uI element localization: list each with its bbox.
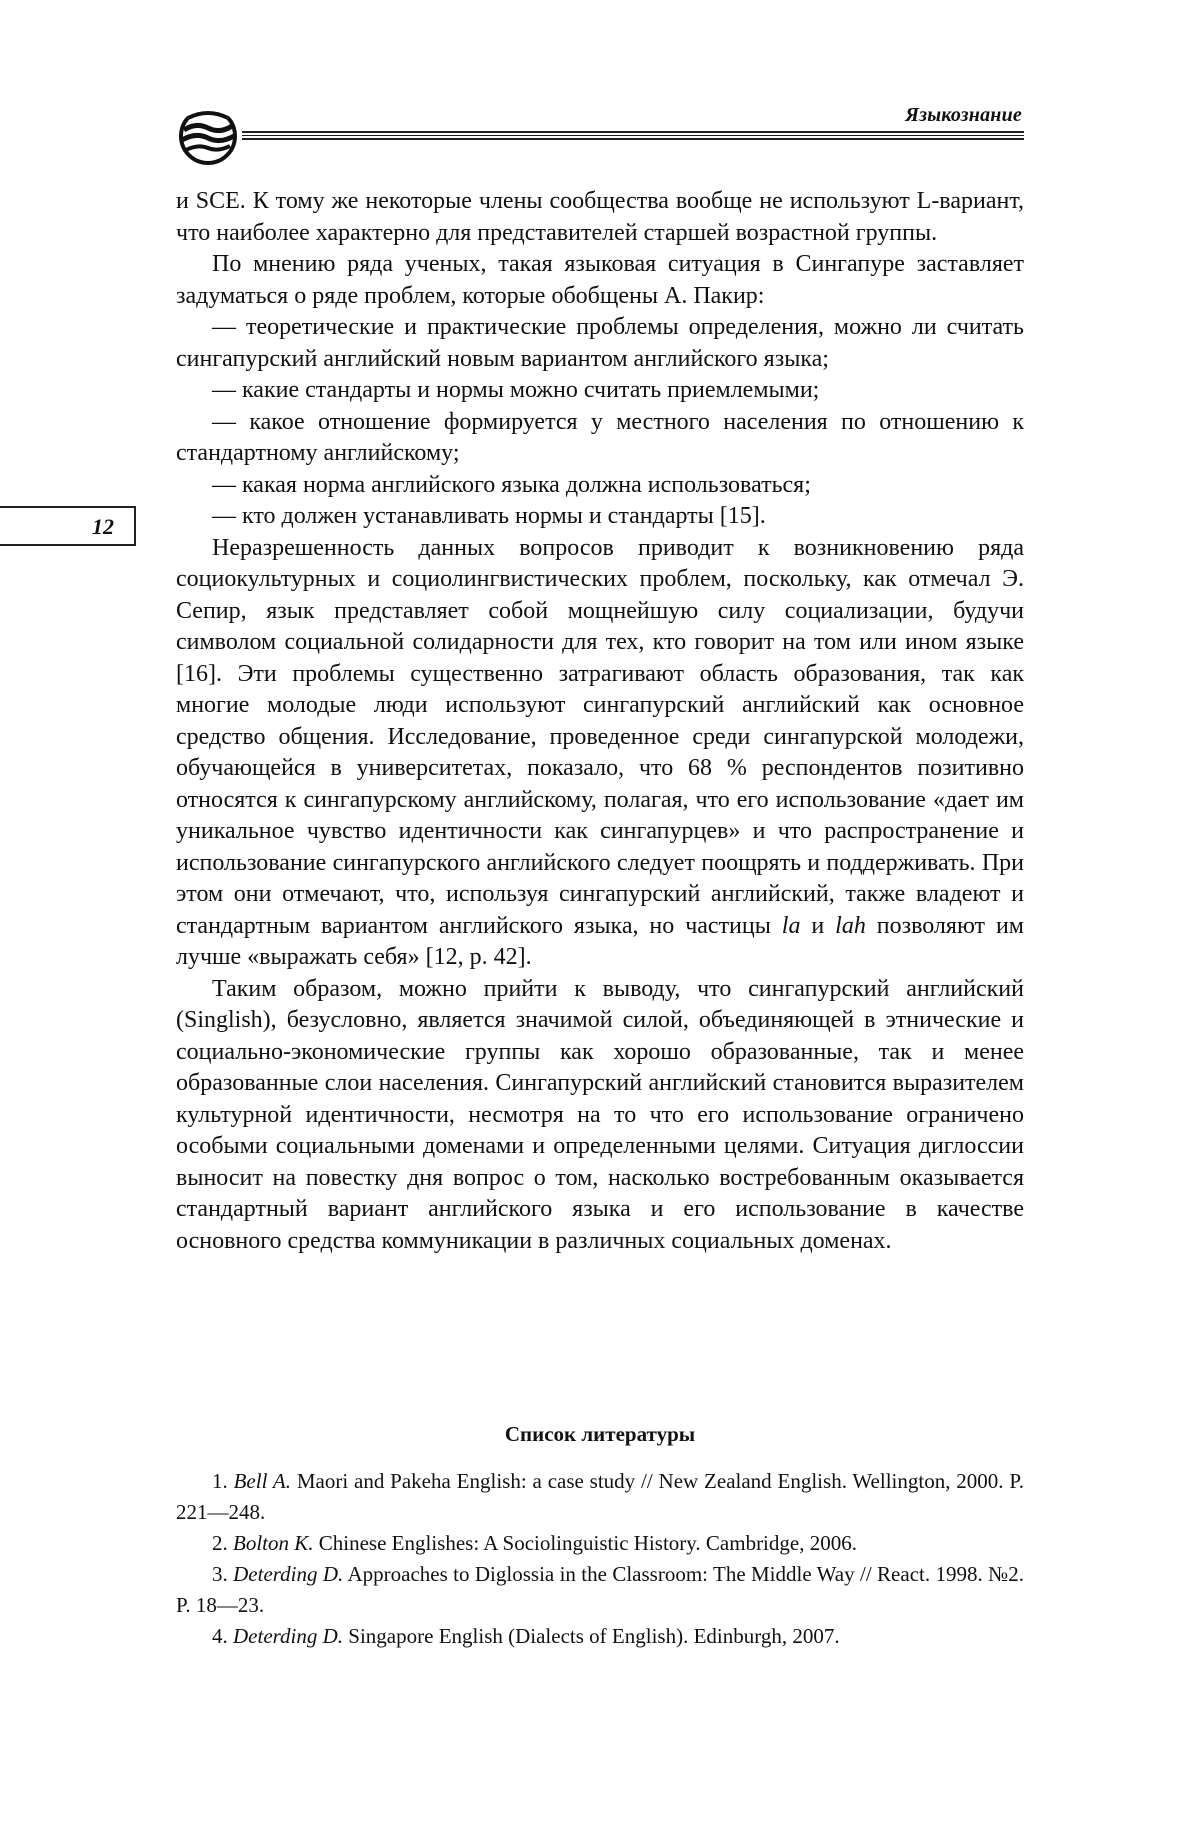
references-list — [176, 1466, 1024, 1652]
list-item: — кто должен устанавливать нормы и стандарты [15]. — [212, 503, 766, 529]
reference-item — [176, 1621, 1024, 1652]
reference-number: 3. — [212, 1562, 234, 1586]
list-item: — какое отношение формируется у местного населения по отношению к стандартному английскому; — [176, 408, 1024, 466]
reference-item — [176, 1528, 1024, 1559]
list-item: — теоретические и практические проблемы определения, можно ли считать сингапурский английский новым вариантом английского языка; — [176, 314, 1024, 372]
page-number-box — [0, 506, 136, 546]
list-item: — какие стандарты и нормы можно считать приемлемыми; — [212, 377, 820, 403]
header-rule — [242, 138, 1024, 140]
section-title: Языкознание — [905, 104, 1022, 126]
references-title: Список литературы — [504, 1422, 696, 1446]
journal-waves-logo-icon — [176, 104, 240, 168]
reference-author: Bolton K. — [233, 1531, 314, 1555]
header-rule — [242, 131, 1024, 133]
paragraph: По мнению ряда ученых, такая языковая ситуация в Сингапуре заставляет задуматься о ряде проблем, которые обобщены А. Пакир: — [176, 251, 1024, 309]
reference-text: Maori and Pakeha English: a case study // New Zealand English. Wellington, 2000. P. 221—248. — [176, 1469, 1025, 1524]
paragraph-text: Неразрешенность данных вопросов приводит к возникновению ряда социокультурных и социолингвистических проблем, поскольку, как отмечал Э. Сепир, язык представляет собой мощнейшую силу социализации, будучи символом социальной солидарности для тех, кто говорит на том или ином языке [16]. Эти проблемы существенно затрагивают область образования, так как многие молодые люди используют сингапурский английский как основное средство общения. Исследование, проведенное среди сингапурской молодежи, обучающейся в университетах, показало, что 68 % респондентов позитивно относятся к сингапурскому английскому, полагая, что его использование «дает им уникальное чувство идентичности как сингапурцев» и что распространение и использование сингапурского английского следует поощрять и поддерживать. При этом они отмечают, что, используя сингапурский английский, также владеют и стандартным вариантом английского языка, но частицы — [176, 534, 1024, 939]
particle-la: la — [781, 912, 801, 939]
reference-author: Deterding D. — [233, 1624, 344, 1648]
reference-number: 1. — [212, 1469, 234, 1493]
reference-author: Deterding D. — [233, 1562, 344, 1586]
reference-number: 4. — [212, 1624, 233, 1648]
reference-author: Bell A. — [233, 1469, 291, 1493]
conjunction: и — [800, 912, 836, 939]
reference-text: Chinese Englishes: A Sociolinguistic History. Cambridge, 2006. — [313, 1531, 857, 1555]
reference-text: Singapore English (Dialects of English). Edinburgh, 2007. — [343, 1624, 840, 1648]
paragraph — [176, 533, 1024, 974]
reference-item — [176, 1466, 1024, 1528]
list-item: — какая норма английского языка должна использоваться; — [212, 471, 811, 498]
particle-lah: lah — [835, 912, 866, 939]
page-number: 12 — [92, 514, 114, 539]
reference-number: 2. — [212, 1531, 233, 1555]
paragraph: Таким образом, можно прийти к выводу, что сингапурский английский (Singlish), безусловно, является значимой силой, объединяющей в этнические и социально-экономические группы как хорошо образованные, так и менее образованные слои населения. Сингапурский английский становится выразителем культурной идентичности, несмотря на то что его использование ограничено особыми социальными доменами и определенными целями. Ситуация диглоссии выносит на повестку дня вопрос о том, насколько востребованным оказывается стандартный вариант английского языка и его использование в качестве основного средства коммуникации в различных социальных доменах. — [176, 975, 1024, 1254]
paragraph: и SCE. К тому же некоторые члены сообщества вообще не используют L-вариант, что наиболее характерно для представителей старшей возрастной группы. — [176, 188, 1024, 246]
reference-text: Approaches to Diglossia in the Classroom: The Middle Way // React. 1998. №2. P. 18—23. — [176, 1562, 1025, 1617]
header-rule — [242, 135, 1024, 136]
article-body — [176, 186, 1024, 1257]
reference-item — [176, 1559, 1024, 1621]
paragraph-text: позволяют им лучше «выражать себя» [12, p. 42]. — [176, 912, 1024, 970]
